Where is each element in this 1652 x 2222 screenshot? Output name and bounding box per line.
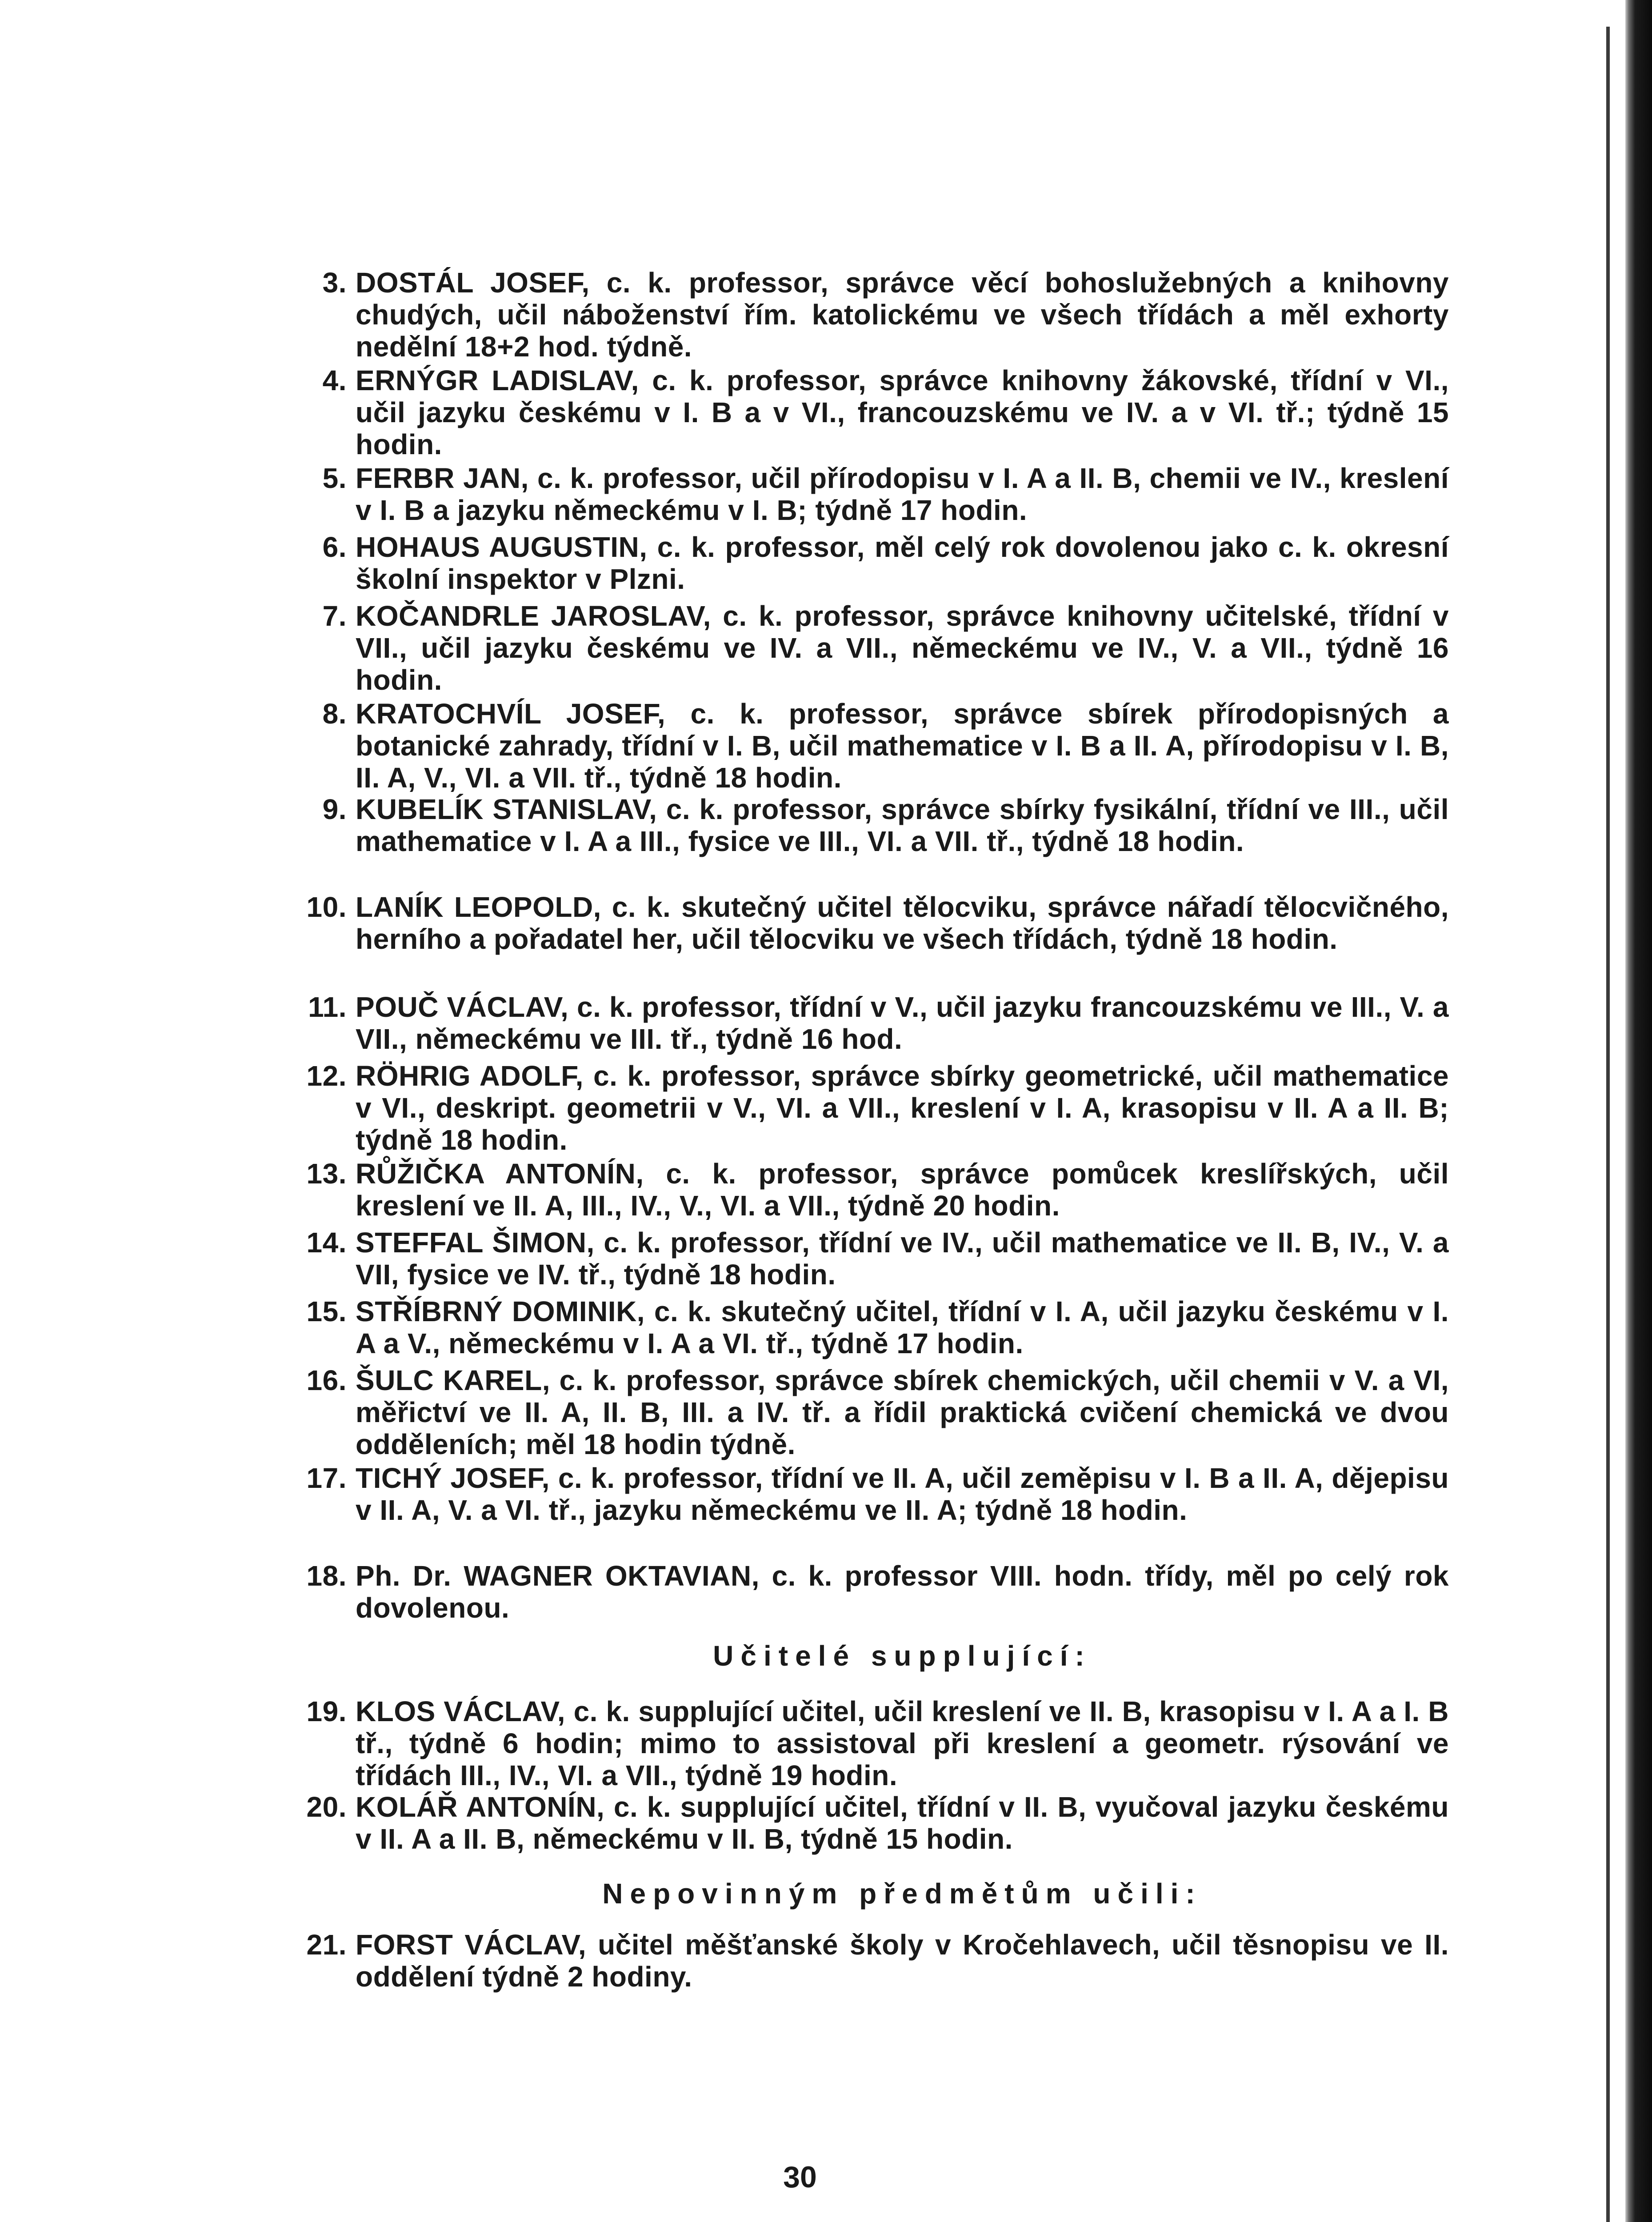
entry-text: TICHÝ JOSEF, c. k. professor, třídní ve II. A, učil zeměpisu v I. B a II. A, dějepisu v II. A, V. a VI. tř., jazyku německému ve II. A; týdně 18 hodin.: [356, 1462, 1449, 1526]
entry-number: 21.: [306, 1929, 347, 1961]
page-number: 30: [783, 2160, 817, 2194]
entry-text: DOSTÁL JOSEF, c. k. professor, správce věcí bohoslužebných a knihovny chudých, učil náboženství řím. katolickému ve všech třídách a měl exhorty nedělní 18+2 hod. týdně.: [356, 267, 1449, 363]
entry-text: HOHAUS AUGUSTIN, c. k. professor, měl celý rok dovolenou jako c. k. okresní školní inspektor v Plzni.: [356, 531, 1449, 595]
entry-number: 6.: [322, 531, 347, 563]
entry-number: 15.: [306, 1295, 347, 1327]
entry-text: STŘÍBRNÝ DOMINIK, c. k. skutečný učitel, třídní v I. A, učil jazyku českému v I. A a V., německému v I. A a VI. tř., týdně 17 hodin.: [356, 1295, 1449, 1359]
staff-entry-9: [322, 793, 1449, 857]
entry-number: 7.: [322, 600, 347, 632]
staff-entry-14: [306, 1227, 1449, 1291]
entry-text: RŮŽIČKA ANTONÍN, c. k. professor, správce pomůcek kreslířských, učil kreslení ve II. A, III., IV., V., VI. a VII., týdně 20 hodin.: [356, 1158, 1449, 1222]
section-heading-optional-subjects: Nepovinným předmětům učili:: [602, 1878, 1202, 1910]
scan-edge-shadow: [1625, 0, 1652, 2222]
staff-entry-21: [306, 1929, 1449, 1993]
scan-edge-line: [1606, 27, 1610, 2222]
entry-text: KLOS VÁCLAV, c. k. supplující učitel, učil kreslení ve II. B, krasopisu v I. A a I. B tř., týdně 6 hodin; mimo to assistoval při kreslení a geometr. rýsování ve třídách III., IV., VI. a VII., týdně 19 hodin.: [356, 1695, 1449, 1791]
staff-entry-15: [306, 1295, 1449, 1359]
staff-entry-5: [322, 462, 1449, 526]
entry-text: KOLÁŘ ANTONÍN, c. k. supplující učitel, třídní v II. B, vyučoval jazyku českému v II. A a II. B, německému v II. B, týdně 15 hodin.: [356, 1791, 1449, 1855]
entry-number: 18.: [306, 1560, 347, 1592]
staff-entry-13: [306, 1158, 1449, 1222]
staff-entry-17: [306, 1462, 1449, 1526]
entry-number: 10.: [306, 891, 347, 923]
staff-entry-7: [322, 600, 1449, 696]
staff-entry-11: [308, 991, 1449, 1055]
entry-number: 14.: [306, 1227, 347, 1259]
staff-entry-12: [306, 1060, 1449, 1156]
staff-entry-6: [322, 531, 1449, 595]
staff-entry-8: [322, 698, 1449, 794]
entry-number: 17.: [306, 1462, 347, 1494]
entry-number: 19.: [306, 1695, 347, 1727]
entry-text: FERBR JAN, c. k. professor, učil přírodopisu v I. A a II. B, chemii ve IV., kreslení v I. B a jazyku německému v I. B; týdně 17 hodin.: [356, 462, 1449, 526]
entry-text: KRATOCHVÍL JOSEF, c. k. professor, správce sbírek přírodopisných a botanické zahrady, třídní v I. B, učil mathematice v I. B a II. A, přírodopisu v I. B, II. A, V., VI. a VII. tř., týdně 18 hodin.: [356, 698, 1449, 794]
entry-number: 9.: [322, 793, 347, 825]
staff-entry-4: [322, 364, 1449, 460]
entry-text: FORST VÁCLAV, učitel měšťanské školy v Kročehlavech, učil těsnopisu ve II. oddělení týdně 2 hodiny.: [356, 1929, 1449, 1993]
staff-entry-20: [306, 1791, 1449, 1855]
entry-text: KUBELÍK STANISLAV, c. k. professor, správce sbírky fysikální, třídní ve III., učil mathematice v I. A a III., fysice ve III., VI. a VII. tř., týdně 18 hodin.: [356, 793, 1449, 857]
staff-entry-10: [306, 891, 1449, 955]
staff-entry-3: [322, 267, 1449, 363]
entry-text: STEFFAL ŠIMON, c. k. professor, třídní ve IV., učil mathematice ve II. B, IV., V. a VII, fysice ve IV. tř., týdně 18 hodin.: [356, 1227, 1449, 1291]
entry-text: KOČANDRLE JAROSLAV, c. k. professor, správce knihovny učitelské, třídní v VII., učil jazyku českému ve IV. a VII., německému ve IV., V. a VII., týdně 16 hodin.: [356, 600, 1449, 696]
entry-text: ŠULC KAREL, c. k. professor, správce sbírek chemických, učil chemii v V. a VI, měřictví ve II. A, II. B, III. a IV. tř. a řídil praktická cvičení chemická ve dvou odděleních; měl 18 hodin týdně.: [356, 1364, 1449, 1460]
entry-number: 12.: [306, 1060, 347, 1092]
section-heading-supplying-teachers: Učitelé supplující:: [713, 1640, 1092, 1672]
entry-text: ERNÝGR LADISLAV, c. k. professor, správce knihovny žákovské, třídní v VI., učil jazyku českému v I. B a v VI., francouzskému ve IV. a v VI. tř.; týdně 15 hodin.: [356, 364, 1449, 460]
entry-number: 3.: [322, 267, 347, 299]
entry-number: 4.: [322, 364, 347, 396]
staff-entry-16: [306, 1364, 1449, 1460]
entry-number: 8.: [322, 698, 347, 730]
entry-number: 5.: [322, 462, 347, 494]
entry-number: 16.: [306, 1364, 347, 1396]
entry-number: 11.: [308, 991, 347, 1023]
entry-text: LANÍK LEOPOLD, c. k. skutečný učitel tělocviku, správce nářadí tělocvičného, herního a pořadatel her, učil tělocviku ve všech třídách, týdně 18 hodin.: [356, 891, 1449, 955]
entry-text: POUČ VÁCLAV, c. k. professor, třídní v V., učil jazyku francouzskému ve III., V. a VII., německému ve III. tř., týdně 16 hod.: [356, 991, 1449, 1055]
entry-number: 13.: [306, 1158, 347, 1190]
staff-entry-19: [306, 1695, 1449, 1791]
entry-text: RÖHRIG ADOLF, c. k. professor, správce sbírky geometrické, učil mathematice v VI., deskript. geometrii v V., VI. a VII., kreslení v I. A, krasopisu v II. A a II. B; týdně 18 hodin.: [356, 1060, 1449, 1156]
staff-entry-18: [306, 1560, 1449, 1624]
entry-number: 20.: [306, 1791, 347, 1823]
entry-text: Ph. Dr. WAGNER OKTAVIAN, c. k. professor VIII. hodn. třídy, měl po celý rok dovolenou.: [356, 1560, 1449, 1624]
